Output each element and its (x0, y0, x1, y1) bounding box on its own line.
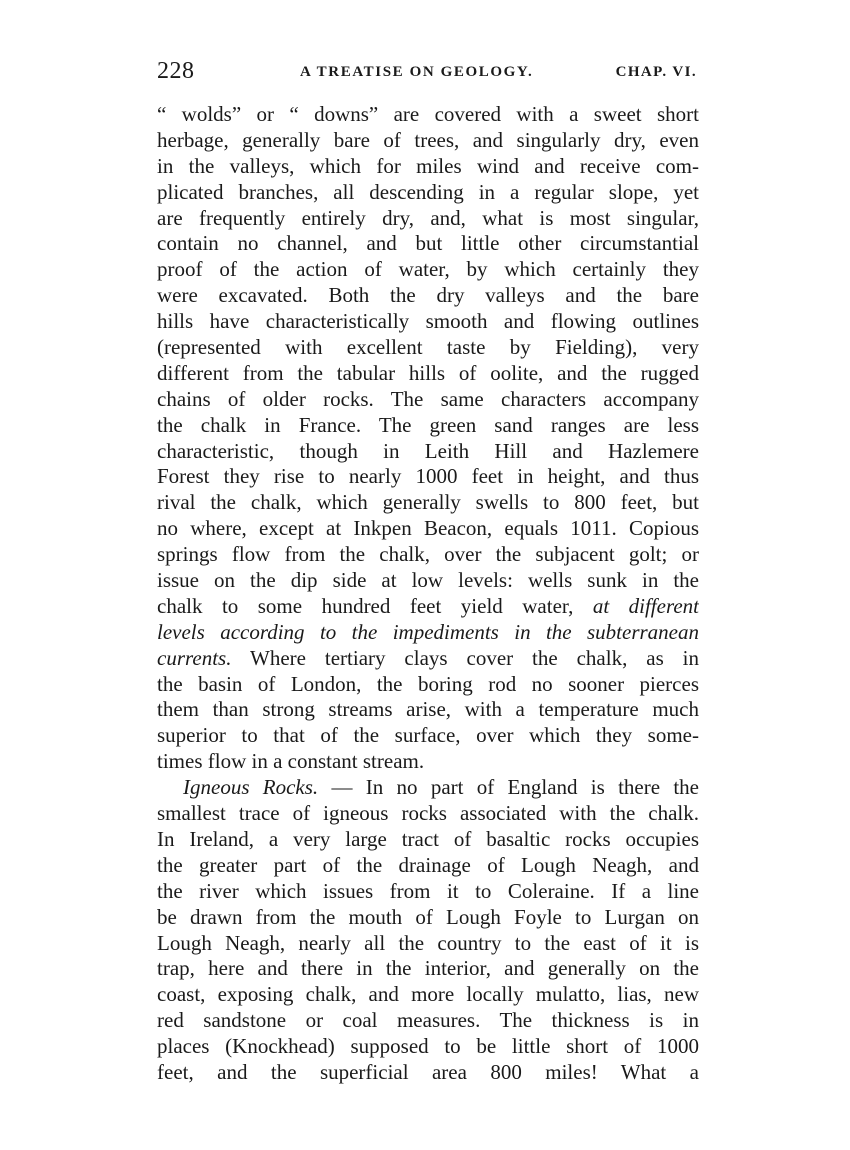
text-line: “ wolds” or “ downs” are covered with a sweet short (157, 102, 699, 126)
text-line: the chalk in France. The green sand ranges are less (157, 412, 699, 437)
text-line: trap, here and there in the interior, and generally on the (157, 956, 699, 981)
text-line: Lough Neagh, nearly all the country to the east of it is (157, 930, 699, 955)
text-line: are frequently entirely dry, and, what is most singular, (157, 205, 699, 230)
section-first-line (157, 775, 699, 801)
text-line: red sandstone or coal measures. The thickness is in (157, 1008, 699, 1033)
text-line: springs flow from the chalk, over the subjacent golt; or (157, 542, 699, 567)
text-line: Forest they rise to nearly 1000 feet in height, and thus (157, 464, 699, 489)
text-line: them than strong streams arise, with a temperature much (157, 697, 699, 722)
text-line: contain no channel, and but little other circumstantial (157, 231, 699, 256)
text-line: in the valleys, which for miles wind and receive com- (157, 153, 699, 178)
text-line: no where, except at Inkpen Beacon, equals 1011. Copious (157, 516, 699, 541)
text-line: chains of older rocks. The same characters accompany (157, 386, 699, 411)
text-line: smallest trace of igneous rocks associated with the chalk. (157, 801, 699, 826)
chapter-label: CHAP. VI. (615, 64, 697, 80)
text-line: plicated branches, all descending in a regular slope, yet (157, 179, 699, 204)
text-line: the river which issues from it to Coleraine. If a line (157, 878, 699, 903)
text-line (157, 594, 699, 620)
italic-text-line: levels according to the impediments in the subterranean (157, 619, 699, 644)
page-header (157, 58, 697, 88)
text-line: characteristic, though in Leith Hill and Hazlemere (157, 438, 699, 463)
text-line: were excavated. Both the dry valleys and the bare (157, 283, 699, 308)
text-line: coast, exposing chalk, and more locally mulatto, lias, new (157, 982, 699, 1007)
text-line (157, 646, 699, 672)
text-line: places (Knockhead) supposed to be little short of 1000 (157, 1034, 699, 1059)
text-line: different from the tabular hills of oolite, and the rugged (157, 360, 699, 385)
page-number: 228 (157, 58, 195, 84)
text-line: be drawn from the mouth of Lough Foyle to Lurgan on (157, 904, 699, 929)
italic-text: currents. (157, 645, 232, 670)
text-run: chalk to some hundred feet yield water, (157, 593, 574, 618)
paragraph-end-line: times flow in a constant stream. (157, 749, 425, 774)
text-line: (represented with excellent taste by Fielding), very (157, 335, 699, 360)
text-run: Where tertiary clays cover the chalk, as in (250, 645, 699, 670)
text-line: feet, and the superficial area 800 miles! What a (157, 1059, 699, 1084)
text-line: the basin of London, the boring rod no sooner pierces (157, 671, 699, 696)
text-line: proof of the action of water, by which certainly they (157, 257, 699, 282)
text-line: hills have characteristically smooth and flowing outlines (157, 309, 699, 334)
section-heading: Igneous Rocks. (183, 775, 319, 800)
text-line: herbage, generally bare of trees, and singularly dry, even (157, 127, 699, 152)
text-line: In Ireland, a very large tract of basaltic rocks occupies (157, 826, 699, 851)
italic-text: at different (592, 593, 699, 618)
text-line: the greater part of the drainage of Lough Neagh, and (157, 852, 699, 877)
text-line: superior to that of the surface, over which they some- (157, 723, 699, 748)
running-head: A TREATISE ON GEOLOGY. (300, 64, 534, 80)
text-line: issue on the dip side at low levels: wells sunk in the (157, 568, 699, 593)
text-run: — In no part of England is there the (331, 775, 699, 800)
text-line: rival the chalk, which generally swells to 800 feet, but (157, 490, 699, 515)
body-text (157, 102, 699, 1086)
